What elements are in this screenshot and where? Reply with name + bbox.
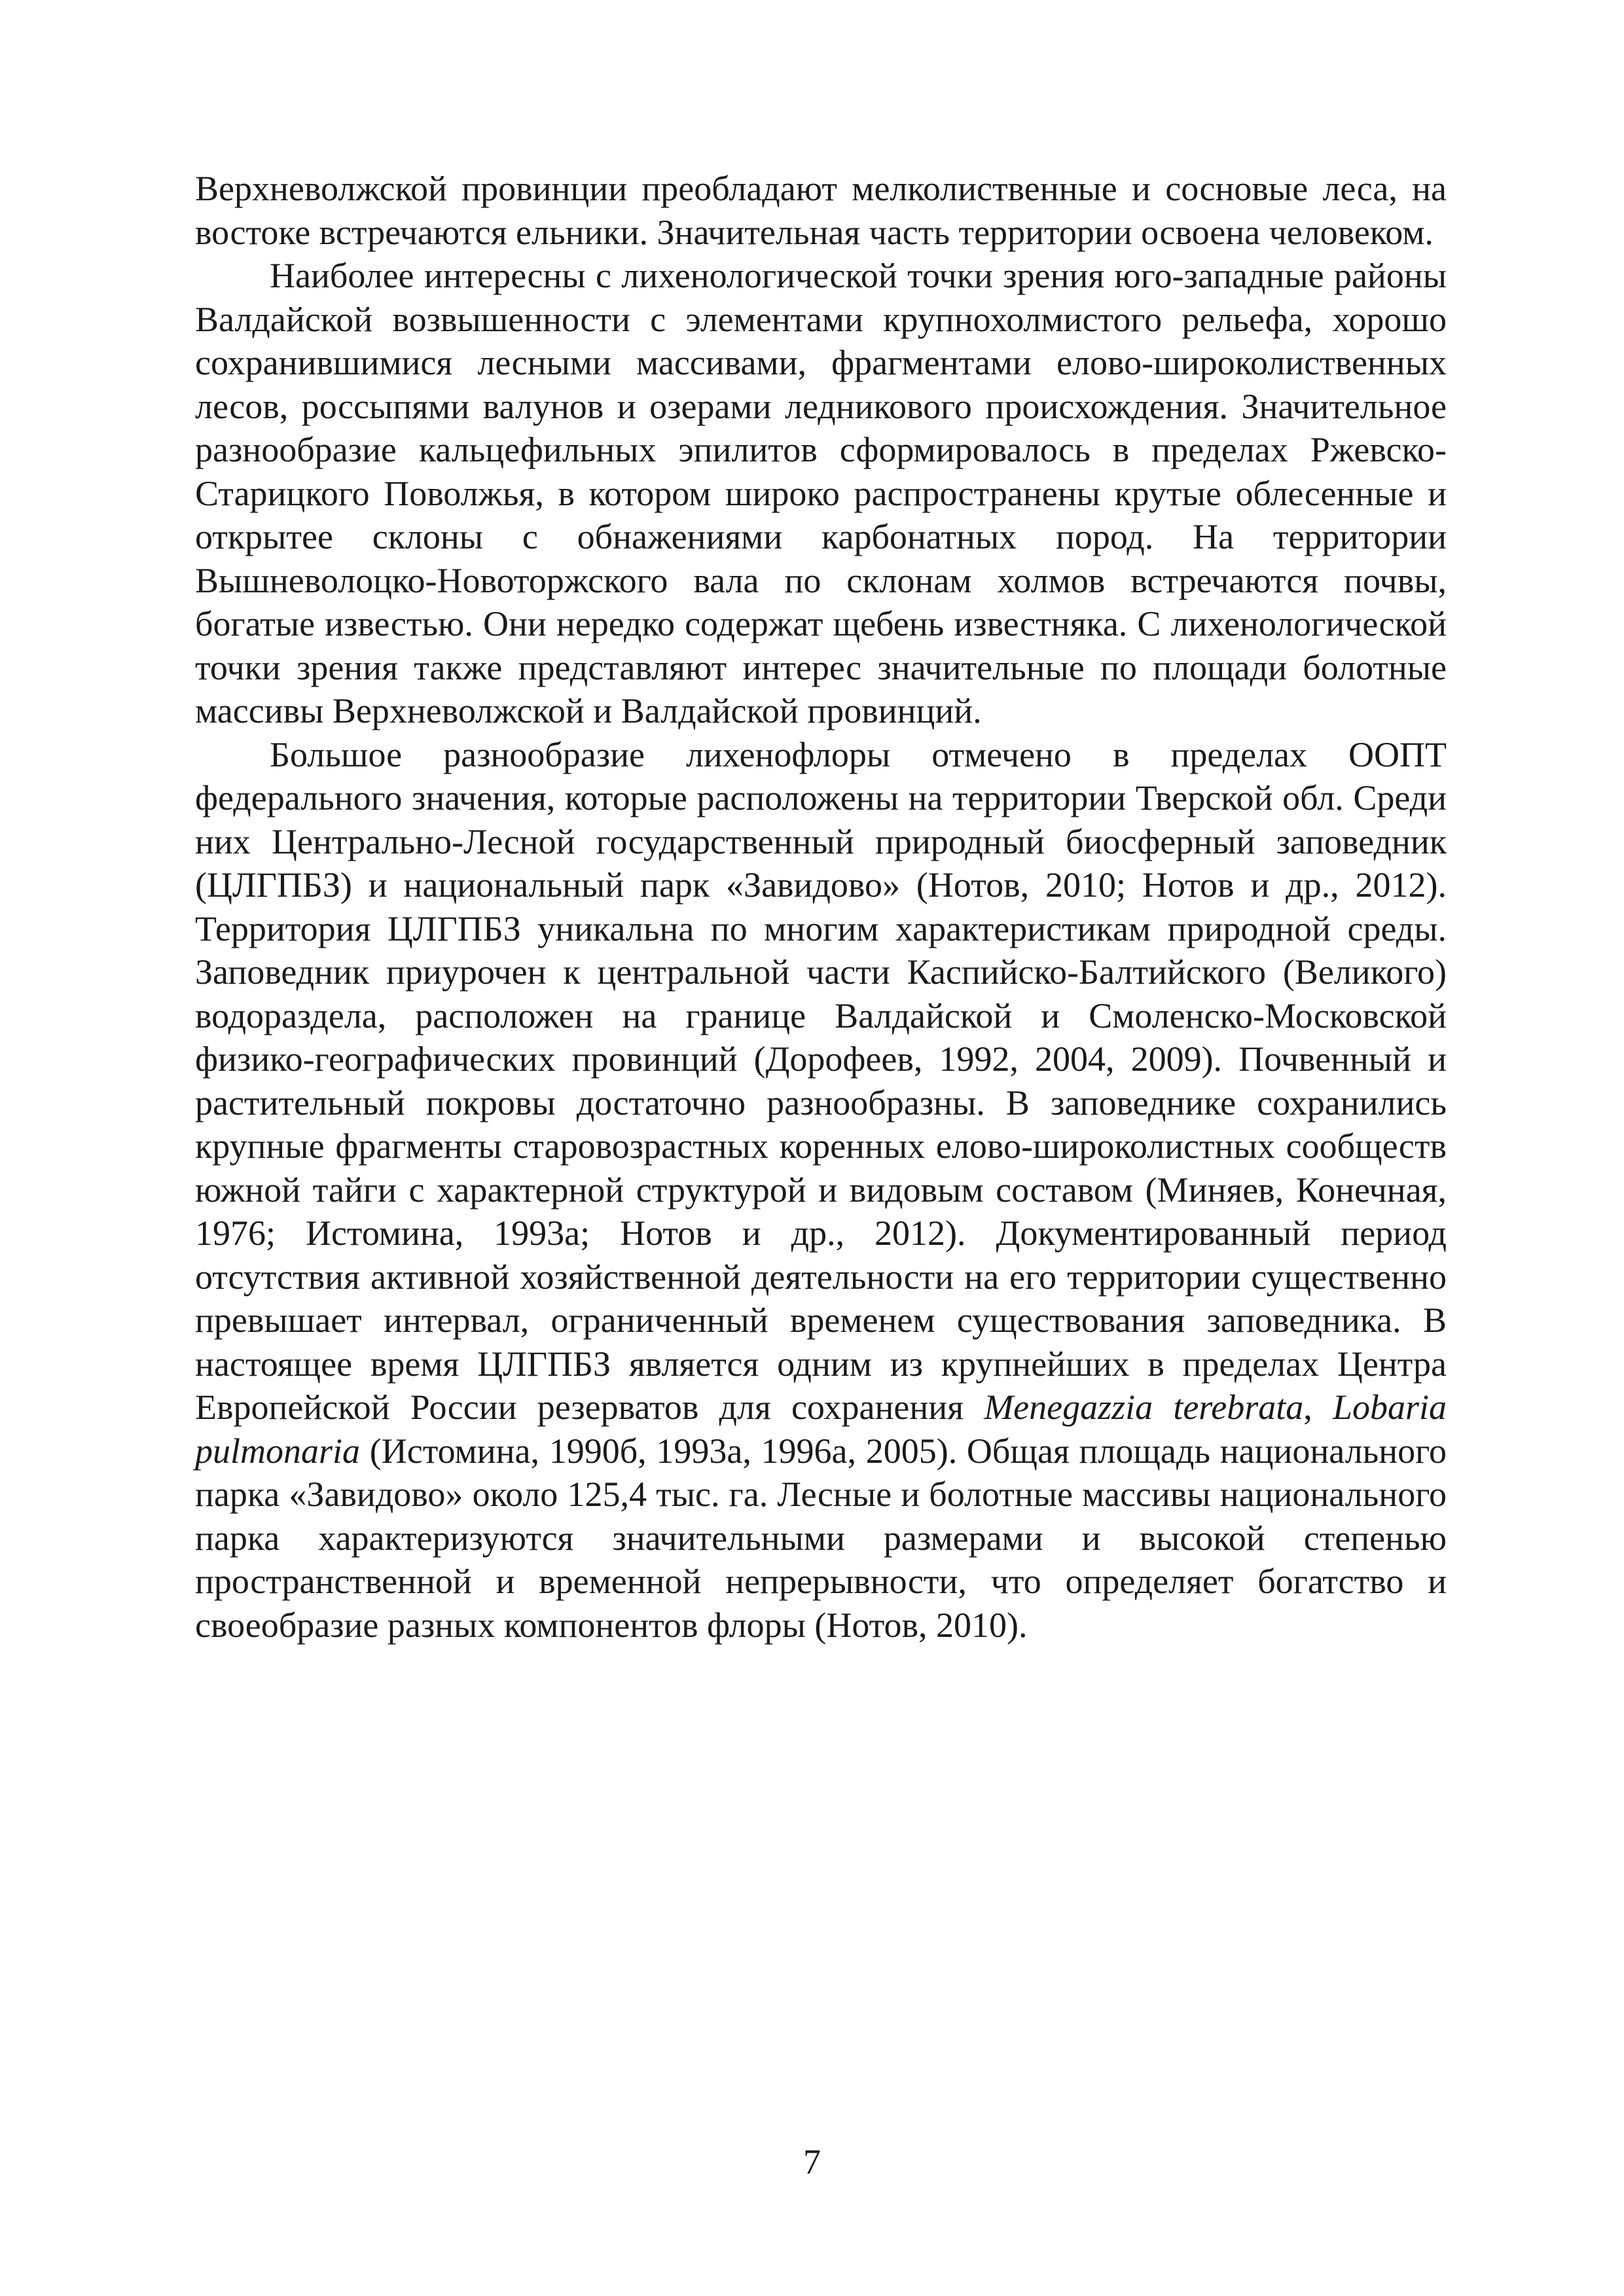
- body-text: [195, 167, 1447, 1647]
- paragraph-3-text-end: (Истомина, 1990б, 1993а, 1996а, 2005). Общая площадь национального парка «Завидово» около 125,4 тыс. га. Лесные и болотные массивы национального парка характеризуются значительными размерами и высокой степенью пространственной и временной непрерывности, что определяет богатство и своеобразие разных компонентов флоры (Нотов, 2010).: [195, 1431, 1447, 1645]
- species-name-lobaria: Lobaria pulmonaria: [195, 1388, 1447, 1471]
- paragraph-3: [195, 733, 1447, 1647]
- paragraph-2: Наиболее интересны с лихенологической точки зрения юго-западные районы Валдайской возвышенности с элементами крупнохолмистого рельефа, хорошо сохранившимися лесными массивами, фрагментами елово-широколиственных лесов, россыпями валунов и озерами ледникового происхождения. Значительное разнообразие кальцефильных эпилитов сформировалось в пределах Ржевско-Старицкого Поволжья, в котором широко распространены крутые облесенные и открытее склоны с обнажениями карбонатных пород. На территории Вышневолоцко-Новоторжского вала по склонам холмов встречаются почвы, богатые известью. Они нередко содержат щебень известняка. С лихенологической точки зрения также представляют интерес значительные по площади болотные массивы Верхневолжской и Валдайской провинций.: [195, 256, 1447, 730]
- species-separator: ,: [1303, 1388, 1333, 1427]
- paragraph-1: Верхневолжской провинции преобладают мелколиственные и сосновые леса, на востоке встречаются ельники. Значительная часть территории освоена человеком.: [195, 169, 1447, 252]
- page-number: 7: [803, 2142, 821, 2181]
- species-name-menegazzia: Menegazzia terebrata: [984, 1388, 1304, 1427]
- paragraph-3-text-start: Большое разнообразие лихенофлоры отмечено в пределах ООПТ федерального значения, которые расположены на территории Тверской обл. Среди них Центрально-Лесной государственный природный биосферный заповедник (ЦЛГПБЗ) и национальный парк «Завидово» (Нотов, 2010; Нотов и др., 2012). Территория ЦЛГПБЗ уникальна по многим характеристикам природной среды. Заповедник приурочен к центральной части Каспийско-Балтийского (Великого) водораздела, расположен на границе Валдайской и Смоленско-Московской физико-географических провинций (Дорофеев, 1992, 2004, 2009). Почвенный и растительный покровы достаточно разнообразны. В заповеднике сохранились крупные фрагменты старовозрастных коренных елово-широколистных сообществ южной тайги с характерной структурой и видовым составом (Миняев, Конечная, 1976; Истомина, 1993а; Нотов и др., 2012). Документированный период отсутствия активной хозяйственной деятельности на его территории существенно превышает интервал, ограниченный временем существования заповедника. В настоящее время ЦЛГПБЗ является одним из крупнейших в пределах Центра Европейской России резерватов для сохранения: [195, 734, 1447, 1427]
